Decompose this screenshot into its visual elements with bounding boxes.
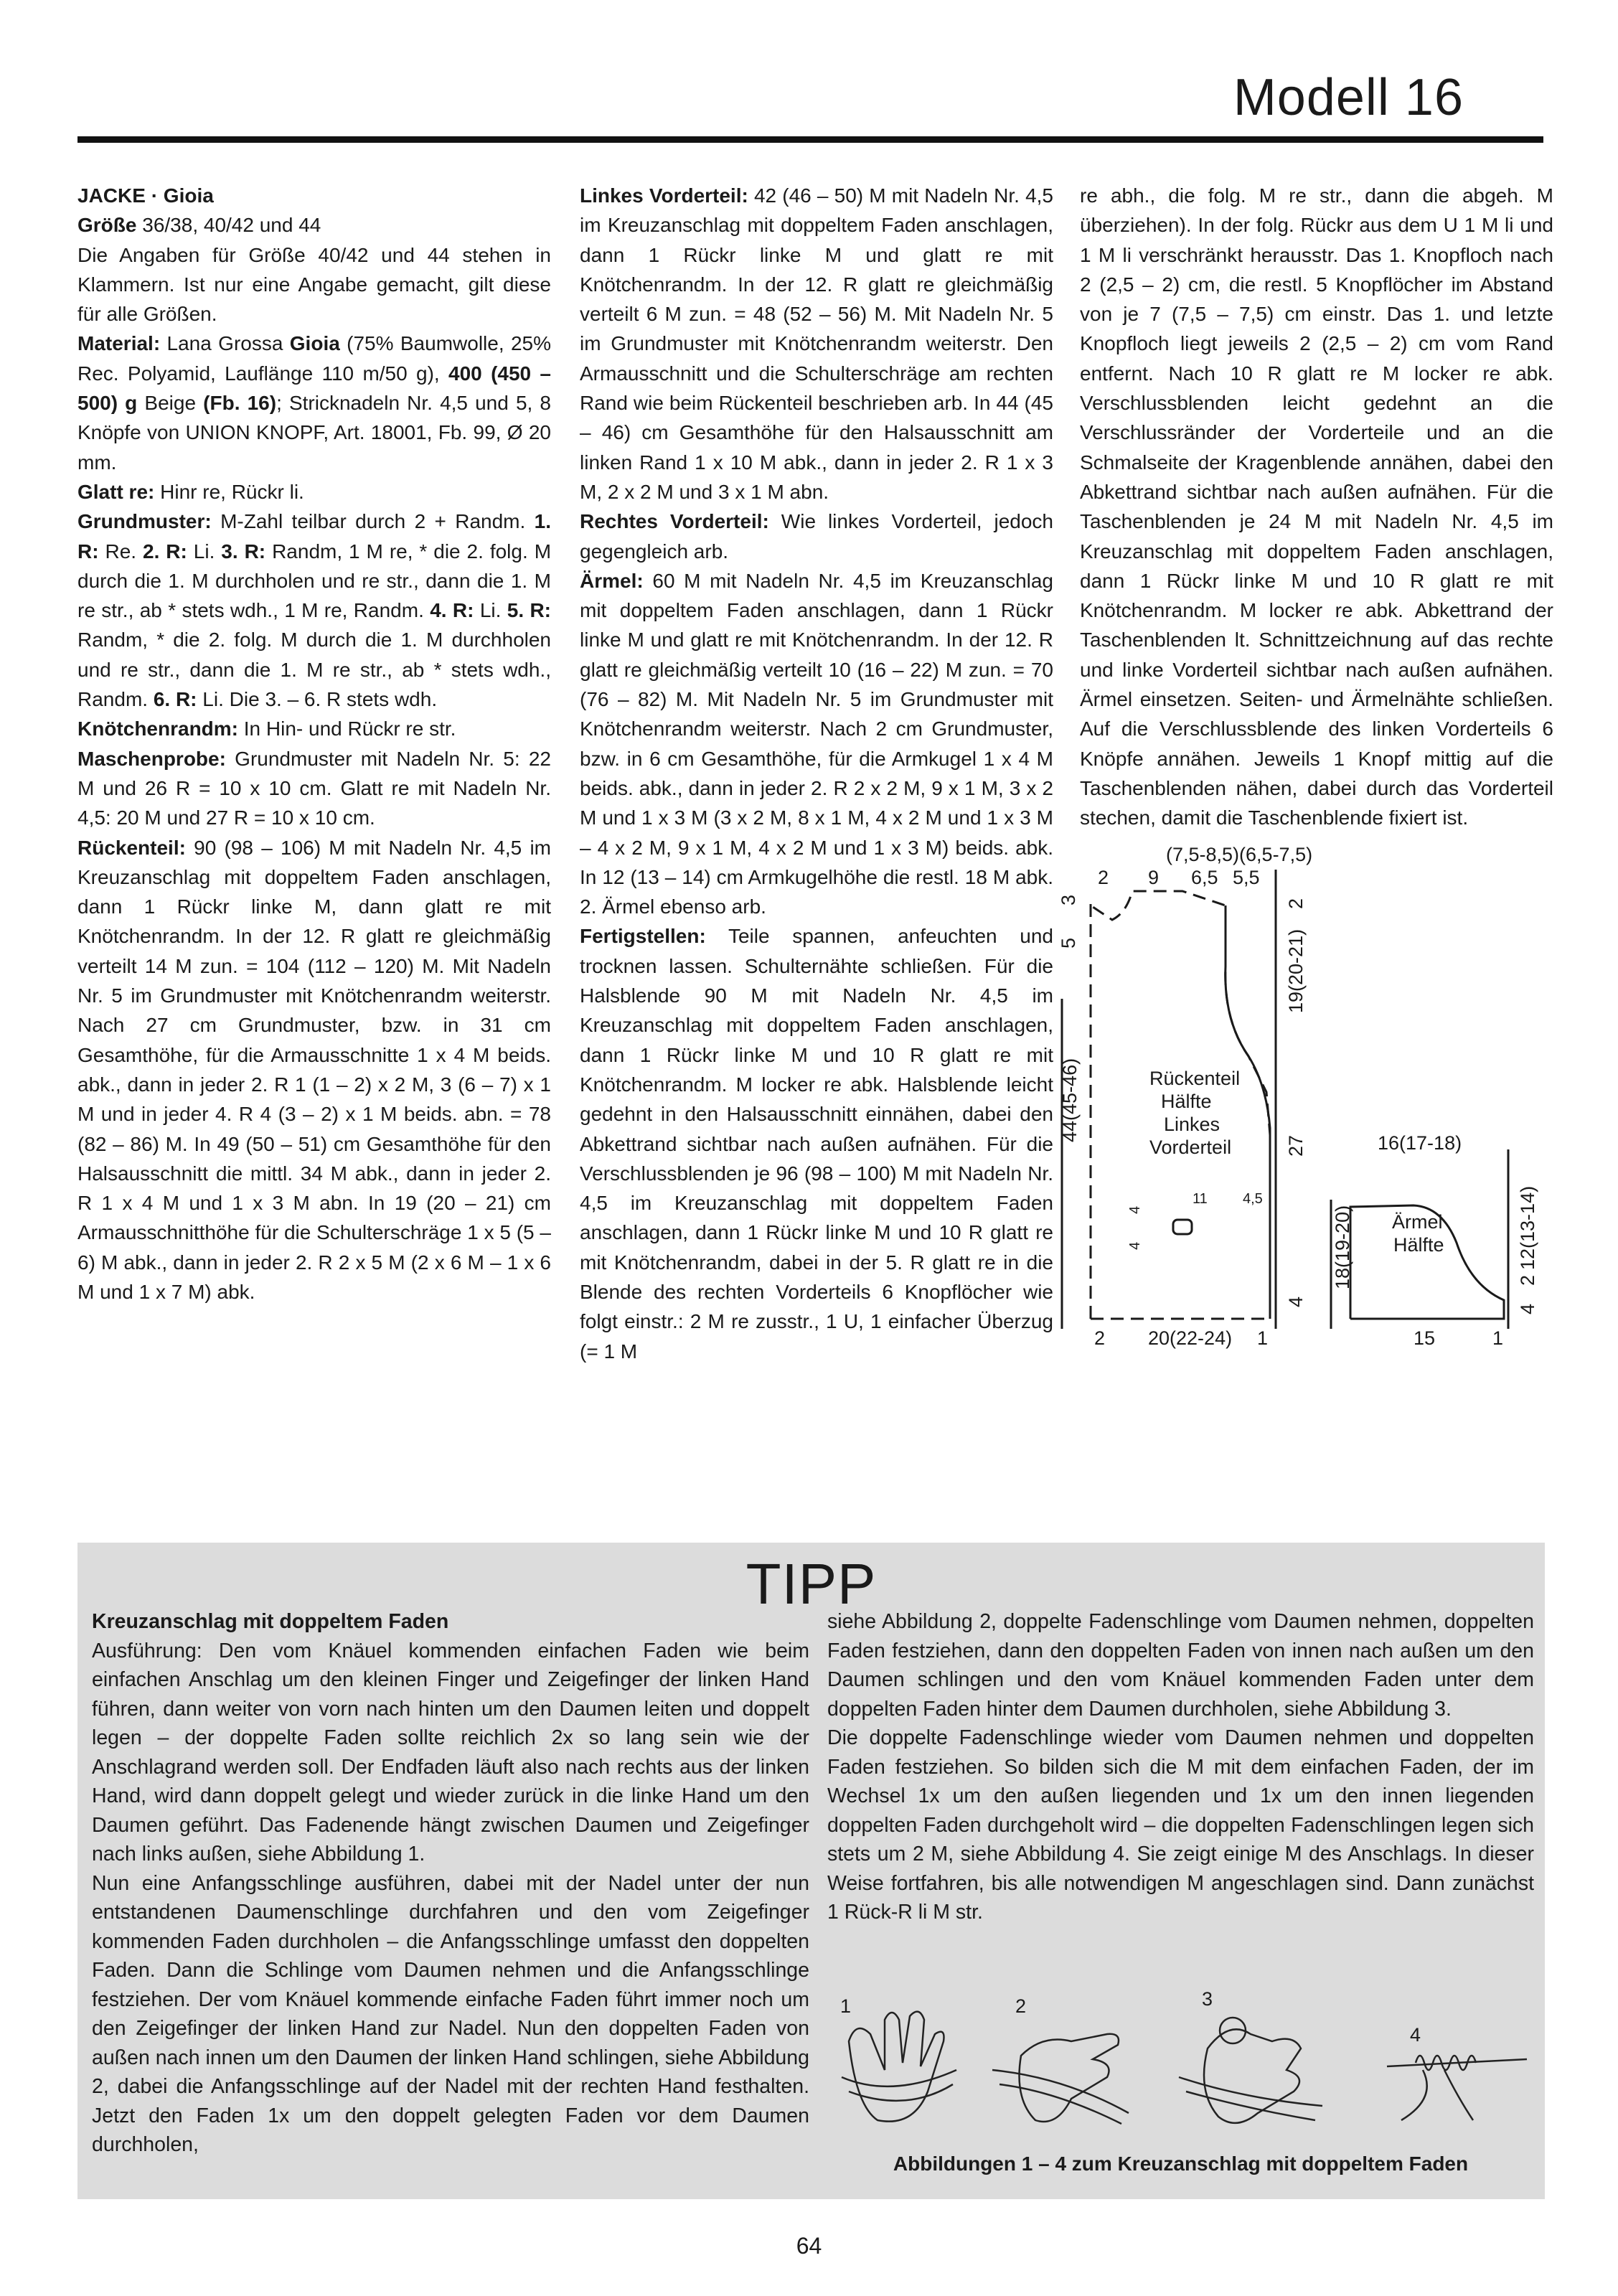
dim-sleeve-top: 16(17-18) bbox=[1378, 1132, 1462, 1154]
tip-right-text: siehe Abbildung 2, doppelte Fadenschlinge vom Daumen nehmen, doppelten Faden festziehen, dann den doppelten Faden von innen nach außen um den Daumen schlingen und den vom Knäuel kommenden Faden unter dem doppelten Faden hinter dem Daumen durchholen, siehe Abbildung 3. bbox=[827, 1610, 1534, 1721]
dim-3: 3 bbox=[1058, 894, 1079, 905]
fertigstellen-continued: re abh., die folg. M re str., dann die abgeh. M überziehen). In der folg. Rückr aus dem U 1 M li und 1 M li verschränkt herausstr. Das 1. Knopfloch nach 2 (2,5 – 2) cm, die restl. 5 Knopflöcher im Abstand von je 7 (7,5 – 7,5) cm einstr. Das 1. und letzte Knopfloch liegt jeweils 2 (2,5 – 2) cm vom Rand entfernt. Nach 10 R glatt re M locker re abk. Verschlussblenden leicht gedehnt an die Verschlussränder der Vorderteile und an die Schmalseite der Kragenblende annähen, dabei den Abkettrand sichtbar nach außen aufnähen. Für die Taschenblenden je 24 M mit Nadeln Nr. 4,5 im Kreuzanschlag mit doppeltem Faden anschlagen, dann 1 Rückr linke M und 10 R glatt re mit Knötchenrandm. M locker re abk. Abkettrand der Taschenblenden lt. Schnittzeichnung auf das rechte und linke Vorderteil sichtbar nach außen aufnähen. Ärmel einsetzen. Seiten- und Ärmelnähte schließen. Auf die Verschlussblende des linken Vorderteils 6 Knöpfe annähen. Jeweils 1 Knopf mittig auf die Taschenblenden nähen, dabei durch das Vorderteil stechen, damit die Taschenblende fixiert ist. bbox=[1080, 184, 1553, 829]
dim-4-pocket-b: 4 bbox=[1127, 1205, 1143, 1214]
linkes-vorderteil-label: Linkes Vorderteil: bbox=[580, 184, 748, 207]
dim-5: 5 bbox=[1058, 937, 1079, 949]
page-number: 64 bbox=[796, 2233, 822, 2259]
column-left bbox=[77, 181, 551, 1307]
dim-4-5: 4,5 bbox=[1243, 1191, 1263, 1207]
groesse-label: Größe bbox=[77, 214, 137, 237]
dim-sleeve-1: 1 bbox=[1492, 1327, 1504, 1349]
column-right bbox=[1080, 181, 1553, 833]
material-brand: Lana Grossa bbox=[166, 332, 283, 355]
rechtes-vorderteil-label: Rechtes Vorderteil: bbox=[580, 510, 769, 533]
page-title: Modell 16 bbox=[1233, 69, 1464, 126]
tip-left-text: Ausführung: Den vom Knäuel kommenden einfachen Faden wie beim einfachen Anschlag um den kleinen Finger und Zeigefinger der linken Hand führen, dann weiter von vorn nach hinten um den Daumen leiten und doppelt legen – der doppelte Faden sollte reichlich 2x so lang sein wie der Anschlagrand werden soll. Der Endfaden läuft also nach rechts aus der linken Hand, wird dann doppelt gelegt und wieder zurück in die linke Hand um den Daumen geführt. Das Fadenende hängt zwischen Daumen und Zeigefinger nach links außen, siehe Abbildung 1. bbox=[92, 1639, 809, 1866]
aermel-text: 60 M mit Nadeln Nr. 4,5 im Kreuzanschlag mit doppeltem Faden anschlagen, dann 1 Rückr linke M und glatt re mit Knötchenrandm. In der 12. R glatt re gleichmäßig verteilt 10 (16 – 22) M zun. = 70 (76 – 82) M. Mit Nadeln Nr. 5 im Grundmuster mit Knötchenrandm weiterstr. Nach 2 cm Grundmuster, bzw. in 6 cm Gesamthöhe, für die Armkugel 1 x 4 M beids. abk., dann in jeder 2. R 2 x 2 M, 9 x 1 M, 3 x 2 M und 1 x 3 M (3 x 2 M, 8 x 1 M, 4 x 2 M und 1 x 3 M – 4 x 2 M, 9 x 1 M, 4 x 2 M und 1 x 3 M) beids. abk. In 12 (13 – 14) cm Armkugelhöhe die restl. 18 M abk. 2. Ärmel ebenso arb. bbox=[580, 569, 1054, 918]
dim-4-pocket-a: 4 bbox=[1127, 1241, 1143, 1250]
material-amount: 400 (450 – 500) g bbox=[77, 362, 552, 415]
material-composition: (75% Baumwolle, 25% Rec. Polyamid, Lauflänge 110 m/50 g), bbox=[77, 332, 552, 385]
schematic-diagram bbox=[1058, 841, 1571, 1358]
dim-sleeve-height: 18(19-20) bbox=[1332, 1205, 1353, 1289]
dim-44: 44(45-46) bbox=[1059, 1058, 1081, 1142]
maschenprobe-label: Maschenprobe: bbox=[77, 747, 226, 770]
label-aermel-haelfte: Hälfte bbox=[1393, 1234, 1444, 1256]
row-2-text: Li. bbox=[193, 540, 215, 563]
grundmuster-text: M-Zahl teilbar durch 2 + Randm. bbox=[220, 510, 526, 533]
tip-left-text-2: Nun eine Anfangsschlinge ausführen, dabei mit der Nadel unter der nun entstandenen Daumenschlinge durchfahren und den vom Zeigefinger kommenden Faden durchholen – die Anfangsschlinge umfasst den doppelten Faden. Dann die Schlinge vom Daumen nehmen und die Anfangsschlinge festziehen. Der vom Knäuel kommende einfache Faden führt immer noch um den Zeigefinger der linken Hand zur Nadel. Nun den doppelten Faden von außen nach innen um den Daumen der linken Hand schlingen, siehe Abbildung 2, dabei die Anfangsschlinge auf der Nadel mit der rechten Hand festhalten. Jetzt den Faden 1x um den doppelt gelegten Faden vor dem Daumen durchholen, bbox=[92, 1871, 809, 2156]
knoetchenrand-label: Knötchenrandm: bbox=[77, 718, 238, 740]
dim-1-bottom: 1 bbox=[1257, 1327, 1269, 1349]
linkes-vorderteil-text: 42 (46 – 50) M mit Nadeln Nr. 4,5 im Kreuzanschlag mit doppeltem Faden anschlagen, dann 1 Rückr linke M und glatt re mit Knötchenrandm. In der 12. R glatt re gleichmäßig verteilt 6 M zun. = 48 (52 – 56) M. Mit Nadeln Nr. 5 im Grundmuster mit Knötchenrandm weiterstr. Den Armausschnitt und die Schulterschräge am rechten Rand wie beim Rückenteil beschrieben arb. In 44 (45 – 46) cm Gesamthöhe für den Halsausschnitt am linken Rand 1 x 10 M abk., dann in jeder 2. R 1 x 3 M, 2 x 2 M und 3 x 1 M abn. bbox=[580, 184, 1053, 503]
tip-box bbox=[77, 1543, 1545, 2199]
fig-2-number: 2 bbox=[1015, 1995, 1027, 2017]
label-aermel: Ärmel bbox=[1392, 1211, 1443, 1233]
dim-5-5: 5,5 bbox=[1233, 867, 1260, 888]
material-color-code: (Fb. 16) bbox=[203, 392, 277, 415]
row-1-label: 1. R: bbox=[77, 510, 552, 563]
fig-1-number: 1 bbox=[840, 1995, 852, 2017]
rechtes-vorderteil-text: Wie linkes Vorderteil, jedoch gegengleich arb. bbox=[580, 510, 1054, 563]
dim-2-top: 2 bbox=[1098, 867, 1109, 888]
material-notions: ; Stricknadeln Nr. 4,5 und 5, 8 Knöpfe von UNION KNOPF, Art. 18001, Fb. 99, Ø 20 mm. bbox=[77, 392, 551, 474]
rueckenteil-label: Rückenteil: bbox=[77, 836, 186, 859]
dim-sleeve-2: 2 bbox=[1517, 1274, 1538, 1286]
tip-caption: Abbildungen 1 – 4 zum Kreuzanschlag mit doppeltem Faden bbox=[893, 2152, 1469, 2175]
dim-27: 27 bbox=[1285, 1134, 1307, 1157]
groesse-text: 36/38, 40/42 und 44 bbox=[142, 214, 321, 237]
row-6-label: 6. R: bbox=[153, 688, 197, 711]
tip-left-column bbox=[92, 1607, 809, 2160]
dim-19: 19(20-21) bbox=[1285, 928, 1307, 1013]
material-yarn: Gioia bbox=[289, 332, 340, 355]
dim-top-label: (7,5-8,5)(6,5-7,5) bbox=[1166, 844, 1313, 865]
row-2-label: 2. R: bbox=[143, 540, 187, 563]
fig-4-number: 4 bbox=[1410, 2024, 1421, 2046]
fig-3-number: 3 bbox=[1202, 1988, 1213, 2010]
dim-4-hem: 4 bbox=[1285, 1296, 1307, 1307]
glatt-label: Glatt re: bbox=[77, 480, 155, 503]
label-rueckenteil: Rückenteil bbox=[1149, 1068, 1241, 1089]
dim-2-bottom: 2 bbox=[1094, 1327, 1106, 1349]
fertigstellen-text: Teile spannen, anfeuchten und trocknen lassen. Schulternähte schließen. Für die Halsblende 90 M mit Nadeln Nr. 4,5 im Kreuzanschlag mit doppeltem Faden anschlagen, dann 1 Rückr linke M und 10 R glatt re mit Knötchenrandm. M locker re abk. Halsblende leicht gedehnt in den Halsausschnitt einnähen, dabei den Abkettrand sichtbar nach außen aufnähen. Für die Verschlussblenden je 96 (98 – 100) M mit Nadeln Nr. 4,5 im Kreuzanschlag mit doppeltem Faden anschlagen, dann 1 Rückr linke M und 10 R glatt re mit Knötchenrandm, dabei in der 5. R glatt re in die Blende des rechten Vorderteils 6 Knopflöcher wie folgt einstr.: 2 M re zusstr., 1 U, 1 einfacher Überzug (= 1 M bbox=[580, 925, 1053, 1363]
maschenprobe-text: Grundmuster mit Nadeln Nr. 5: 22 M und 26 R = 10 x 10 cm. Glatt re mit Nadeln Nr. 4,5: 20 M und 27 R = 10 x 10 cm. bbox=[77, 747, 552, 829]
dim-width: 20(22-24) bbox=[1148, 1327, 1233, 1349]
heading-jacke: JACKE · Gioia bbox=[77, 184, 214, 207]
tip-right-text-2: Die doppelte Fadenschlinge wieder vom Daumen nehmen und doppelten Faden festziehen. So bilden sich die M mit dem einfachen Faden, der im Wechsel 1x um den außen liegenden und 1x um den innen liegenden doppelten Faden durchgeholt wird – die doppelten Fadenschlingen legen sich stets um 2 M, siehe Abbildung 4. Sie zeigt einige M des Anschlags. In dieser Weise fortfahren, bis alle notwendigen M angeschlagen sind. Dann zunächst 1 Rück-R li M str. bbox=[827, 1726, 1534, 1924]
label-vorderteil: Vorderteil bbox=[1149, 1137, 1232, 1158]
material-label: Material: bbox=[77, 332, 161, 355]
dim-2-right: 2 bbox=[1285, 898, 1307, 909]
dim-9: 9 bbox=[1148, 867, 1160, 888]
knoetchenrand-text: In Hin- und Rückr re str. bbox=[243, 718, 456, 740]
row-5-text: Randm, * die 2. folg. M durch die 1. M durchholen und re str., dann die 1. M re str., ab * stets wdh., Randm. bbox=[77, 629, 551, 711]
grundmuster-label: Grundmuster: bbox=[77, 510, 212, 533]
intro-text: Die Angaben für Größe 40/42 und 44 stehen in Klammern. Ist nur eine Angabe gemacht, gilt diese für alle Größen. bbox=[77, 243, 551, 326]
dim-sleeve-4: 4 bbox=[1517, 1303, 1538, 1314]
tip-title: TIPP bbox=[745, 1552, 877, 1616]
row-3-label: 3. R: bbox=[221, 540, 266, 563]
row-1-text: Re. bbox=[105, 540, 137, 563]
row-3-text: Randm, 1 M re, * die 2. folg. M durch die 1. M durchholen und re str., dann die 1. M re str., ab * stets wdh., 1 M re, Randm. bbox=[77, 540, 552, 622]
tip-right-column bbox=[827, 1607, 1534, 1927]
rueckenteil-text: 90 (98 – 106) M mit Nadeln Nr. 4,5 im Kreuzanschlag mit doppeltem Faden anschlagen, dann 1 Rückr linke M, dann glatt re mit Knötchenrandm. In der 12. R glatt re gleichmäßig verteilt 14 M zun. = 104 (112 – 120) M. Mit Nadeln Nr. 5 im Grundmuster mit Knötchenrandm weiterstr. Nach 27 cm Grundmuster, bzw. in 31 cm Gesamthöhe, für die Armausschnitte 1 x 4 M beids. abk., dann in jeder 2. R 1 (1 – 2) x 2 M, 3 (6 – 7) x 1 M und in jeder 4. R 4 (3 – 2) x 1 M beids. abn. = 78 (82 – 86) M. In 49 (50 – 51) cm Gesamthöhe für den Halsausschnitt die mittl. 34 M abk., dann in jeder 2. R 1 x 4 M und 1 x 3 M abn. In 19 (20 – 21) cm Armausschnitthöhe für die Schulterschräge 1 x 5 (5 – 6) M abk., dann in jeder 2. R 2 x 5 M (2 x 6 M – 1 x 6 M und 1 x 7 M) abk. bbox=[77, 836, 552, 1303]
column-middle bbox=[580, 181, 1053, 1366]
row-4-text: Li. bbox=[479, 599, 502, 622]
row-6-text: Li. Die 3. – 6. R stets wdh. bbox=[202, 688, 438, 711]
tip-heading: Kreuzanschlag mit doppeltem Faden bbox=[92, 1610, 449, 1633]
dim-6-5: 6,5 bbox=[1191, 867, 1218, 888]
fertigstellen-label: Fertigstellen: bbox=[580, 925, 706, 948]
row-4-label: 4. R: bbox=[430, 599, 474, 622]
title-rule bbox=[77, 136, 1543, 143]
label-haelfte: Hälfte bbox=[1161, 1091, 1212, 1112]
aermel-label: Ärmel: bbox=[580, 569, 644, 592]
dim-sleeve-12: 12(13-14) bbox=[1517, 1185, 1538, 1270]
tip-illustrations bbox=[827, 1988, 1538, 2142]
glatt-text: Hinr re, Rückr li. bbox=[160, 480, 304, 503]
label-linkes: Linkes bbox=[1164, 1114, 1220, 1135]
row-5-label: 5. R: bbox=[507, 599, 552, 622]
dim-sleeve-bottom: 15 bbox=[1414, 1327, 1436, 1349]
material-color: Beige bbox=[144, 392, 197, 415]
dim-11: 11 bbox=[1193, 1191, 1208, 1207]
